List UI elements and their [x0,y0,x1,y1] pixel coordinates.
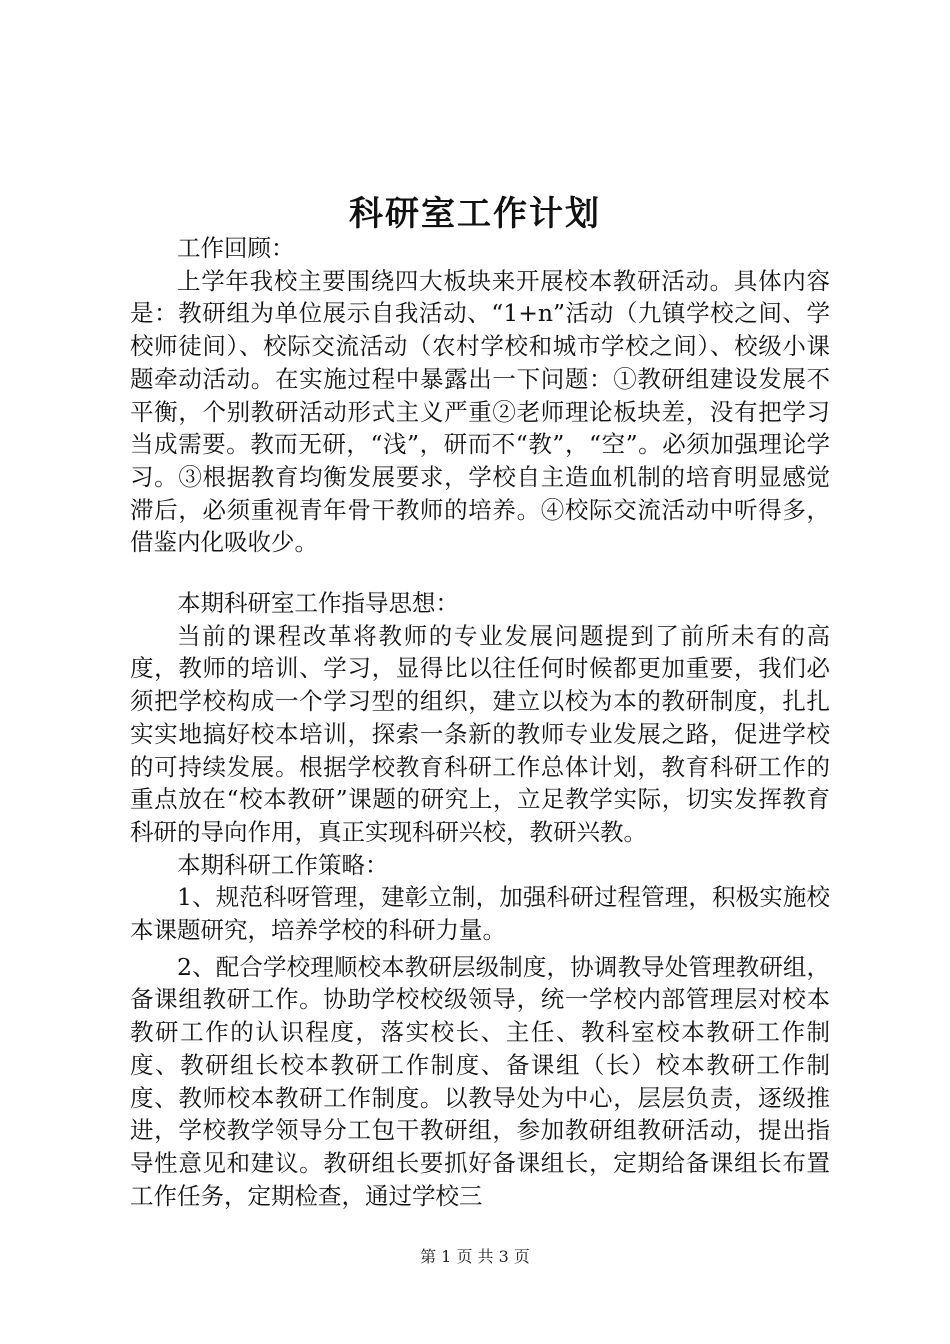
paragraph-strategy-1: 1、规范科呀管理，建彰立制，加强科研过程管理，积极实施校本课题研究，培养学校的科研力量。 [130,883,830,945]
document-title: 科研室工作计划 [349,194,601,234]
paragraph-gap [130,559,830,587]
document-body [130,232,830,1212]
paragraph-guiding-ideas: 当前的课程改革将教师的专业发展问题提到了前所未有的高度，教师的培训、学习，显得比以往任何时候都更加重要，我们必须把学校构成一个学习型的组织，建立以校为本的教研制度，扎扎实实地搞好校本培训，探索一条新的教师专业发展之路，促进学校的可持续发展。根据学校教育科研工作总体计划，教育科研工作的重点放在“校本教研”课题的研究上，立足教学实际，切实发挥教育科研的导向作用，真正实现科研兴校，教研兴教。 [130,621,830,846]
paragraph-strategy-2: 2、配合学校理顺校本教研层级制度，协调教导处管理教研组，备课组教研工作。协助学校校级领导，统一学校内部管理层对校本教研工作的认识程度，落实校长、主任、教科室校本教研工作制度、教研组长校本教研工作制度、备课组（长）校本教研工作制度、教师校本教研工作制度。以教导处为中心，层层负责，逐级推进，学校教学领导分工包干教研组，参加教研组教研活动，提出指导性意见和建议。教研组长要抓好备课组长，定期给备课组长布置工作任务，定期检查，通过学校三 [130,952,830,1210]
section-heading-strategy: 本期科研工作策略： [177,850,389,879]
section-heading-review: 工作回顾： [177,234,295,262]
page-number-footer: 第 1 页 共 3 页 [420,1247,530,1266]
section-heading-guiding-ideas: 本期科研室工作指导思想： [177,589,459,618]
paragraph-review: 上学年我校主要围绕四大板块来开展校本教研活动。具体内容是：教研组为单位展示自我活动、“1+n”活动（九镇学校之间、学校师徒间）、校际交流活动（农村学校和城市学校之间）、校级小课题牵动活动。在实施过程中暴露出一下问题：①教研组建设发展不平衡，个别教研活动形式主义严重②老师理论板块差，没有把学习当成需要。教而无研，“浅”，研而不“教”，“空”。必须加强理论学习。③根据教育均衡发展要求，学校自主造血机制的培育明显感觉滞后，必须重视青年骨干教师的培养。④校际交流活动中听得多，借鉴内化吸收少。 [130,266,830,557]
